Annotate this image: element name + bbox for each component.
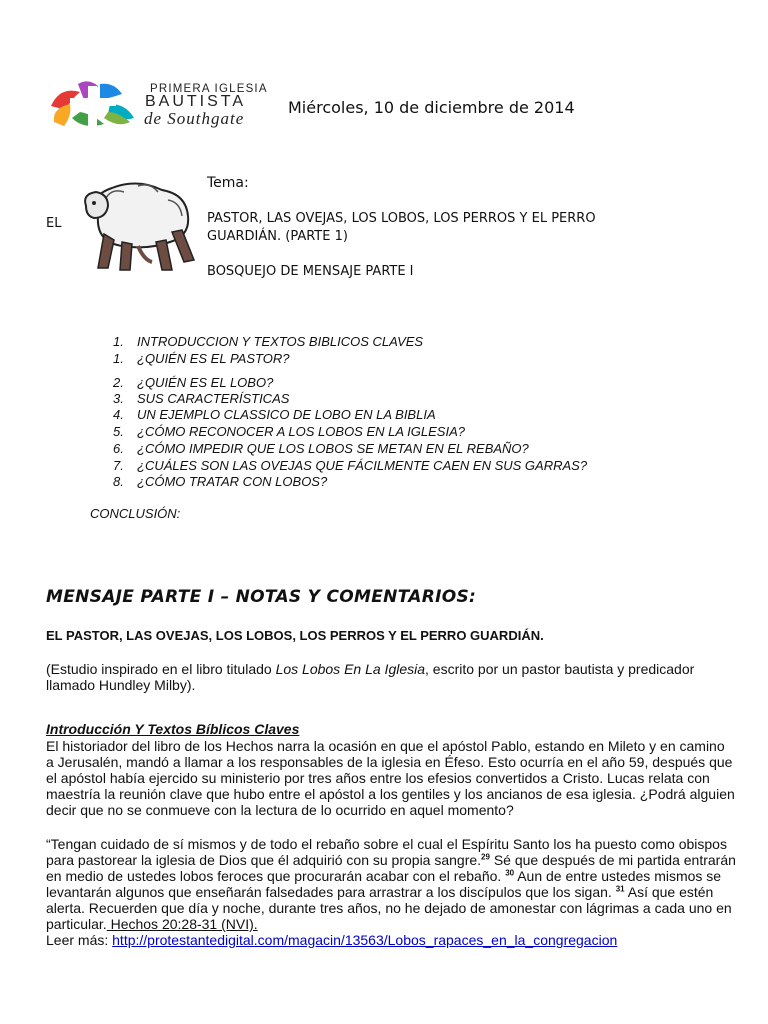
scripture-reference: Hechos 20:28-31 (NVI). [106, 916, 258, 932]
read-more-label: Leer más: [46, 932, 113, 948]
topic-title-line2: GUARDIÁN. (PARTE 1) [207, 229, 348, 244]
scripture-quote: “Tengan cuidado de sí mismos y de todo el rebaño sobre el cual el Espíritu Santo los ha puesto como obispos para pastorear la iglesia de Dios que él adquirió con su propia sangre.$^{29}$ Sé que después de mi partida entrarán en medio de ustedes lobos feroces que procurarán acabar con el rebaño. $^{30}$ Aun de entre ustedes mismos se levantarán algunos que enseñarán falsedades para arrastrar a los discípulos que los sigan. $^{31}$ Así que estén alerta. Recuerden que día y noche, durante tres años, no he dejado de amonestar con lágrimas a cada uno en particular. Hechos 20:28-31 (NVI). Leer más: http://protestantedigital.com/magacin/13563/Lobos_rapaces_en_la_congregacion [46, 836, 736, 948]
document-date: Miércoles, 10 de diciembre de 2014 [288, 98, 575, 117]
outline-item: 3. SUS CARACTERÍSTICAS [113, 391, 290, 406]
outline-item: 1. ¿QUIÉN ES EL PASTOR? [113, 351, 290, 366]
conclusion-label: CONCLUSIÓN: [90, 506, 181, 521]
book-title: Los Lobos En La Iglesia [275, 661, 426, 677]
logo-text-line3: de Southgate [144, 109, 245, 128]
outline-item: 4. UN EJEMPLO CLASSICO DE LOBO EN LA BIBLIA [113, 407, 436, 422]
verse-number: 29 [481, 852, 490, 862]
intro-heading: Introducción Y Textos Bíblicos Claves [46, 721, 300, 737]
topic-el-label: EL [46, 216, 62, 231]
topic-label: Tema: [207, 175, 249, 191]
logo-text-line1: PRIMERA IGLESIA [150, 83, 268, 95]
message-subheading: EL PASTOR, LAS OVEJAS, LOS LOBOS, LOS PERROS Y EL PERRO GUARDIÁN. [46, 628, 544, 643]
wolf-in-sheep-clothing-illustration [78, 176, 196, 274]
message-heading: MENSAJE PARTE I – NOTAS Y COMENTARIOS: [46, 587, 477, 607]
read-more-link[interactable]: http://protestantedigital.com/magacin/13563/Lobos_rapaces_en_la_congregacion [112, 932, 618, 948]
verse-number: 31 [615, 884, 625, 894]
outline-item: 6. ¿CÓMO IMPEDIR QUE LOS LOBOS SE METAN EN EL REBAÑO? [113, 441, 529, 456]
intro-paragraph: El historiador del libro de los Hechos narra la ocasión en que el apóstol Pablo, estando en Mileto y en camino a Jerusalén, mandó a llamar a los responsables de la iglesia en Éfeso. Esto ocurría en el año 59, después que el apóstol había ejercido su ministerio por tres años entre los efesios convertidos a Cristo. Lucas relata con maestría la reunión clave que hubo entre el apóstol a los gentiles y los ancianos de esa iglesia. ¿Podrá alguien decir que no se conmueve con la lectura de lo ocurrido en aquel momento? [46, 738, 735, 818]
outline-item: 5. ¿CÓMO RECONOCER A LOS LOBOS EN LA IGLESIA? [113, 424, 465, 439]
topic-title-line1: PASTOR, LAS OVEJAS, LOS LOBOS, LOS PERROS Y EL PERRO [207, 211, 596, 226]
verse-number: 30 [505, 868, 515, 878]
study-note: (Estudio inspirado en el libro titulado Los Lobos En La Iglesia, escrito por un pastor bautista y predicador llamado Hundley Milby). [46, 661, 695, 693]
topic-title [207, 210, 707, 246]
outline-subtitle: BOSQUEJO DE MENSAJE PARTE I [207, 264, 414, 279]
logo-text-line2: BAUTISTA [145, 93, 247, 110]
outline-item: 1. INTRODUCCION Y TEXTOS BIBLICOS CLAVES [113, 334, 424, 349]
outline-item: 8. ¿CÓMO TRATAR CON LOBOS? [113, 474, 328, 489]
outline-item: 2. ¿QUIÉN ES EL LOBO? [113, 375, 274, 390]
outline-item: 7. ¿CUÁLES SON LAS OVEJAS QUE FÁCILMENTE CAEN EN SUS GARRAS? [113, 458, 588, 473]
